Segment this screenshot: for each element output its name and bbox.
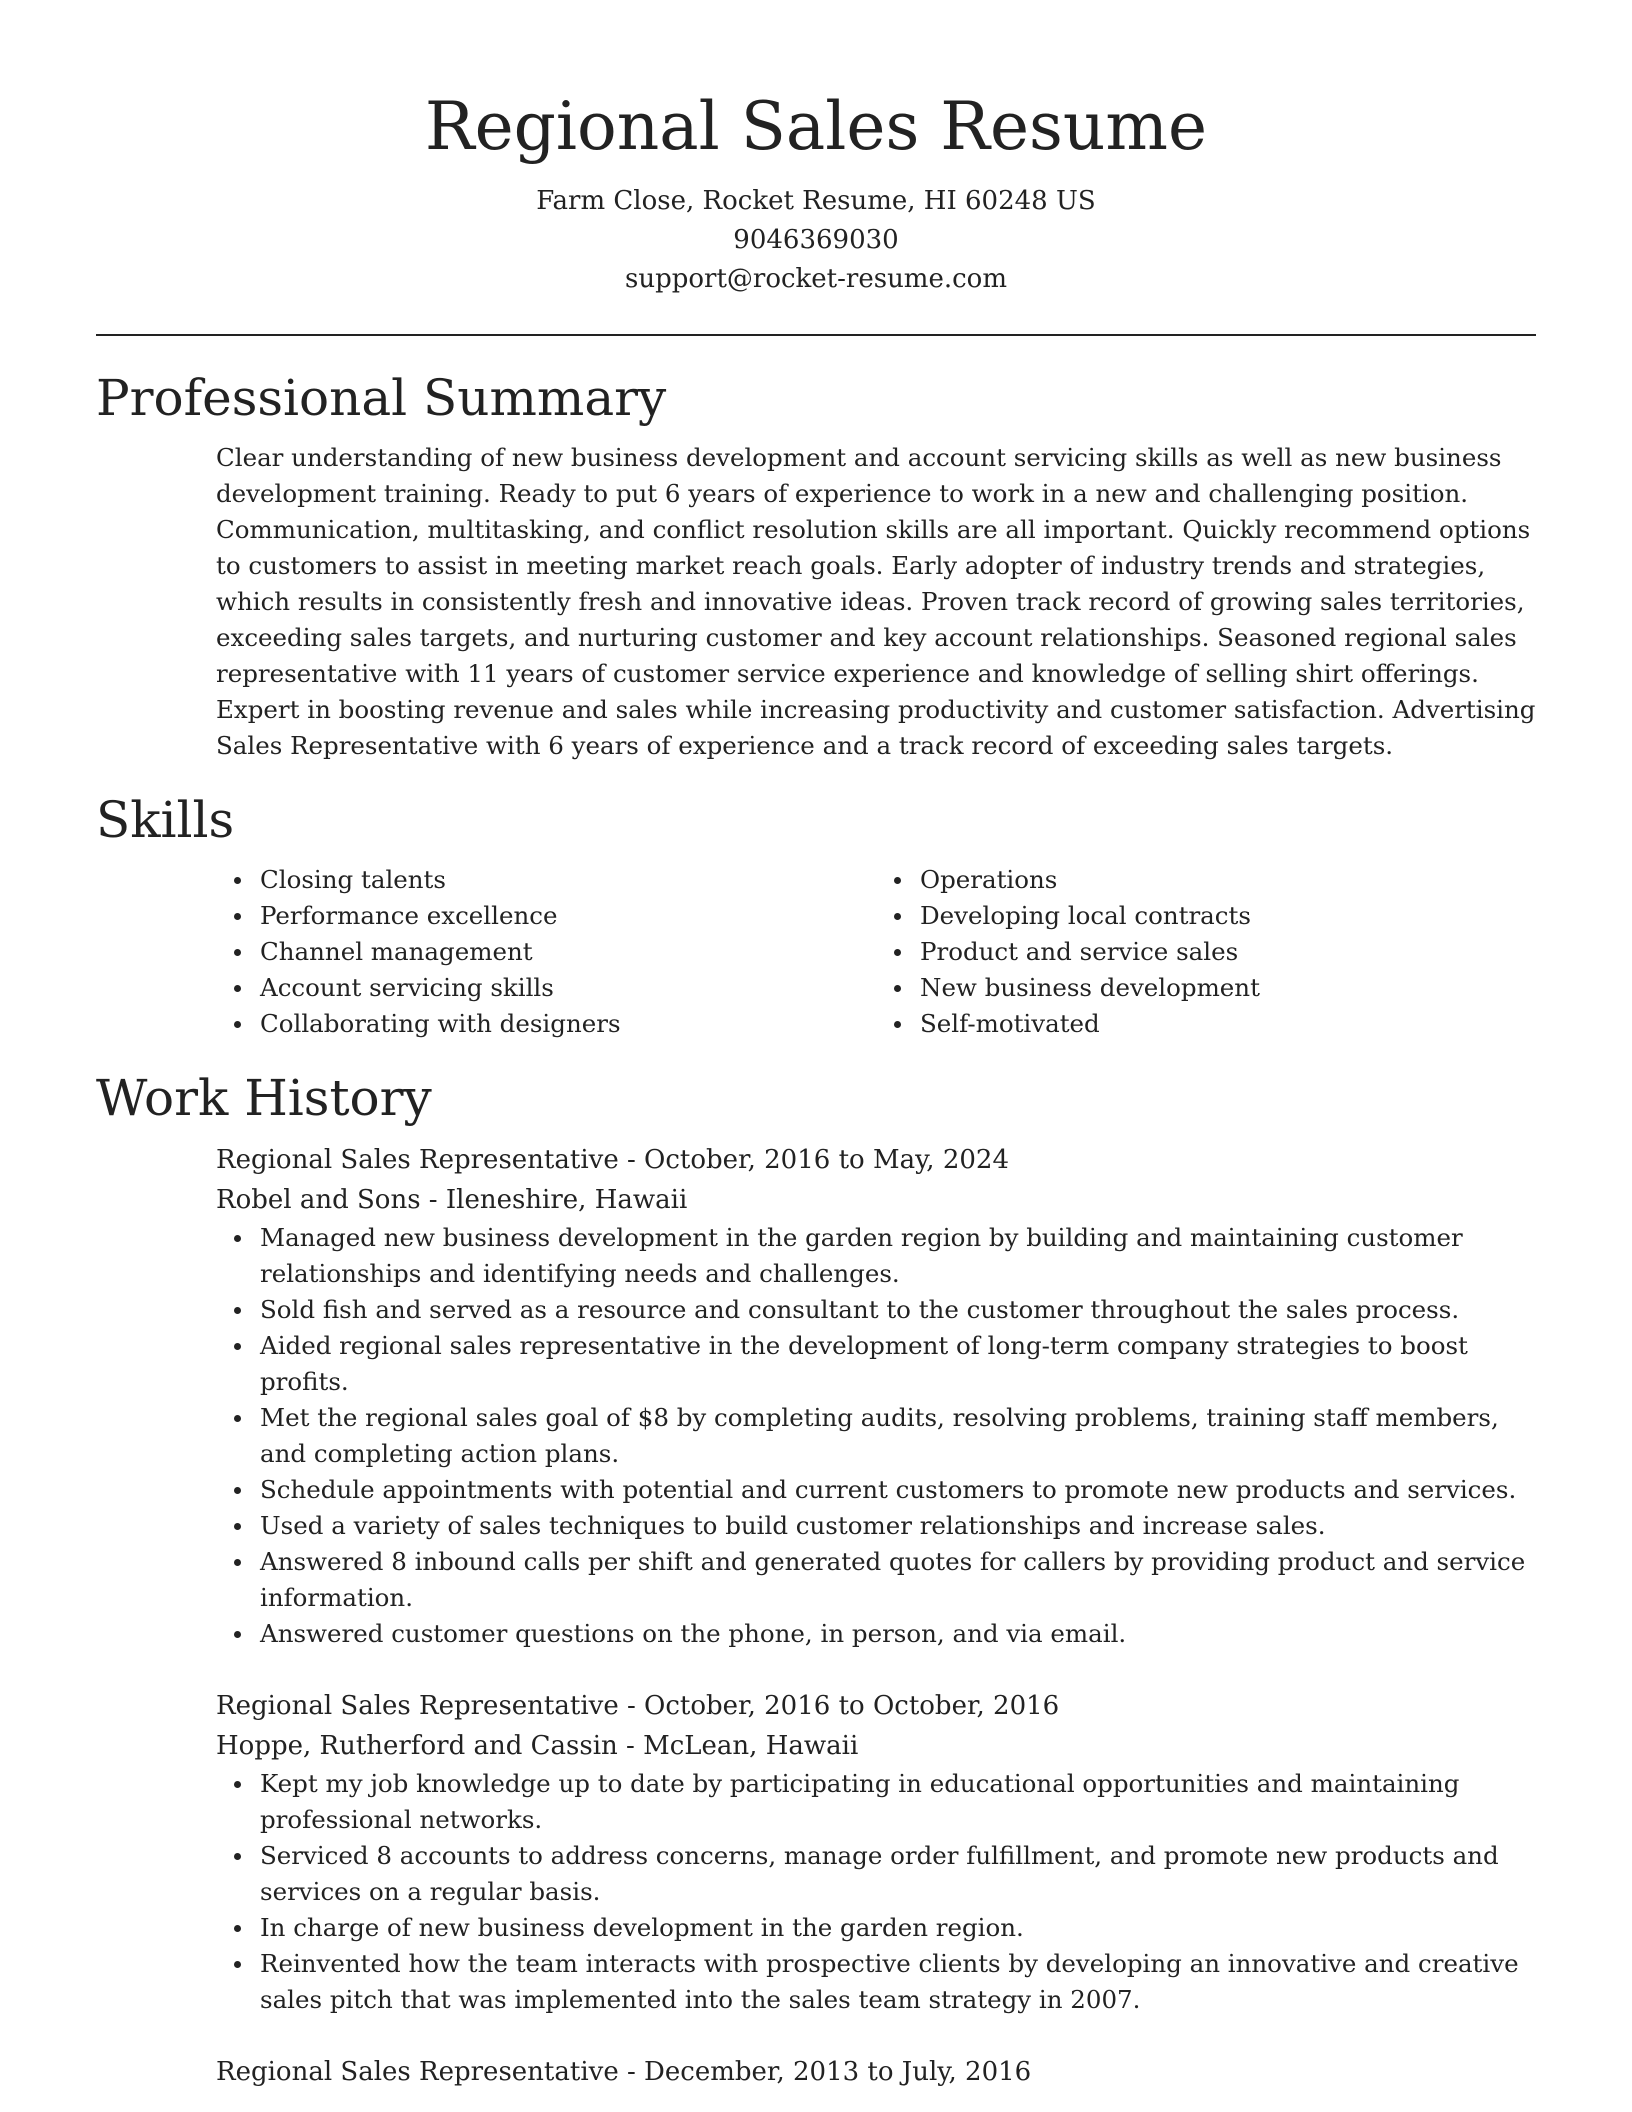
job-entry (216, 1686, 1536, 2018)
contact-block (96, 182, 1536, 299)
summary-text: Clear understanding of new business development and account servicing skills as well as new business development training. Ready to put 6 years of experience to work in a new and challenging position. Communication, multitasking, and conflict resolution skills are all important. Quickly recommend options to customers to assist in meeting market reach goals. Early adopter of industry trends and strategies, which results in consistently fresh and innovative ideas. Proven track record of growing sales territories, exceeding sales targets, and nurturing customer and key account relationships. Seasoned regional sales representative with 11 years of customer service experience and knowledge of selling shirt offerings. Expert in boosting revenue and sales while increasing productivity and customer satisfaction. Advertising Sales Representative with 6 years of experience and a track record of exceeding sales targets. (216, 443, 1536, 760)
skill-item: Self-motivated (920, 1006, 1536, 1042)
job-duty: Answered customer questions on the phone, in person, and via email. (260, 1616, 1536, 1652)
job-dates: - October, 2016 to May, 2024 (618, 1145, 1009, 1175)
contact-address: Farm Close, Rocket Resume, HI 60248 US (536, 186, 1096, 216)
job-duties (216, 1766, 1536, 2018)
resume-title: Regional Sales Resume (424, 88, 1208, 165)
skill-item: Account servicing skills (260, 970, 876, 1006)
job-entry (216, 1140, 1536, 1652)
job-company-line (216, 1180, 1536, 1220)
job-duty: Serviced 8 accounts to address concerns, manage order fulfillment, and promote new products and services on a regular basis. (260, 1838, 1536, 1910)
job-duty: Schedule appointments with potential and current customers to promote new products and services. (260, 1472, 1536, 1508)
job-duty: Sold fish and served as a resource and consultant to the customer throughout the sales process. (260, 1292, 1536, 1328)
skill-item: Operations (920, 862, 1536, 898)
job-title-line (216, 1686, 1536, 1726)
work-history-heading: Work History (96, 1069, 432, 1127)
job-duty: Managed new business development in the garden region by building and maintaining customer relationships and identifying needs and challenges. (260, 1220, 1536, 1292)
skill-item: Developing local contracts (920, 898, 1536, 934)
skills-heading: Skills (96, 791, 235, 849)
skill-item: Collaborating with designers (260, 1006, 876, 1042)
job-title: Regional Sales Representative (216, 1145, 619, 1175)
skill-item: Product and service sales (920, 934, 1536, 970)
job-company: Hoppe, Rutherford and Cassin (216, 1731, 618, 1761)
job-location: - McLean, Hawaii (617, 1731, 859, 1761)
job-dates: - October, 2016 to October, 2016 (618, 1691, 1060, 1721)
skills-list (216, 862, 1536, 1042)
skills-column-right (876, 862, 1536, 1042)
job-duty: Used a variety of sales techniques to build customer relationships and increase sales. (260, 1508, 1536, 1544)
job-duties (216, 1220, 1536, 1652)
job-title: Regional Sales Representative (216, 2057, 619, 2087)
job-entry (216, 2052, 1536, 2092)
skill-item: New business development (920, 970, 1536, 1006)
skill-item: Closing talents (260, 862, 876, 898)
job-title: Regional Sales Representative (216, 1691, 619, 1721)
job-title-line (216, 2052, 1536, 2092)
job-duty: Met the regional sales goal of $8 by completing audits, resolving problems, training staff members, and completing action plans. (260, 1400, 1536, 1472)
job-duty: Answered 8 inbound calls per shift and generated quotes for callers by providing product and service information. (260, 1544, 1536, 1616)
contact-phone: 9046369030 (733, 225, 899, 255)
resume-page (96, 0, 1536, 2092)
job-duty: Aided regional sales representative in the development of long-term company strategies to boost profits. (260, 1328, 1536, 1400)
skills-column-left (216, 862, 876, 1042)
job-duty: Reinvented how the team interacts with prospective clients by developing an innovative and creative sales pitch that was implemented into the sales team strategy in 2007. (260, 1946, 1536, 2018)
summary-heading: Professional Summary (96, 369, 667, 427)
resume-header (96, 0, 1536, 299)
skill-item: Performance excellence (260, 898, 876, 934)
job-duty: Kept my job knowledge up to date by participating in educational opportunities and maintaining professional networks. (260, 1766, 1536, 1838)
job-company: Robel and Sons (216, 1185, 421, 1215)
job-location: - Ileneshire, Hawaii (420, 1185, 688, 1215)
job-duty: In charge of new business development in the garden region. (260, 1910, 1536, 1946)
job-title-line (216, 1140, 1536, 1180)
skill-item: Channel management (260, 934, 876, 970)
job-dates: - December, 2013 to July, 2016 (618, 2057, 1032, 2087)
header-divider (96, 334, 1536, 336)
job-company-line (216, 1726, 1536, 1766)
contact-email: support@rocket-resume.com (624, 264, 1007, 294)
